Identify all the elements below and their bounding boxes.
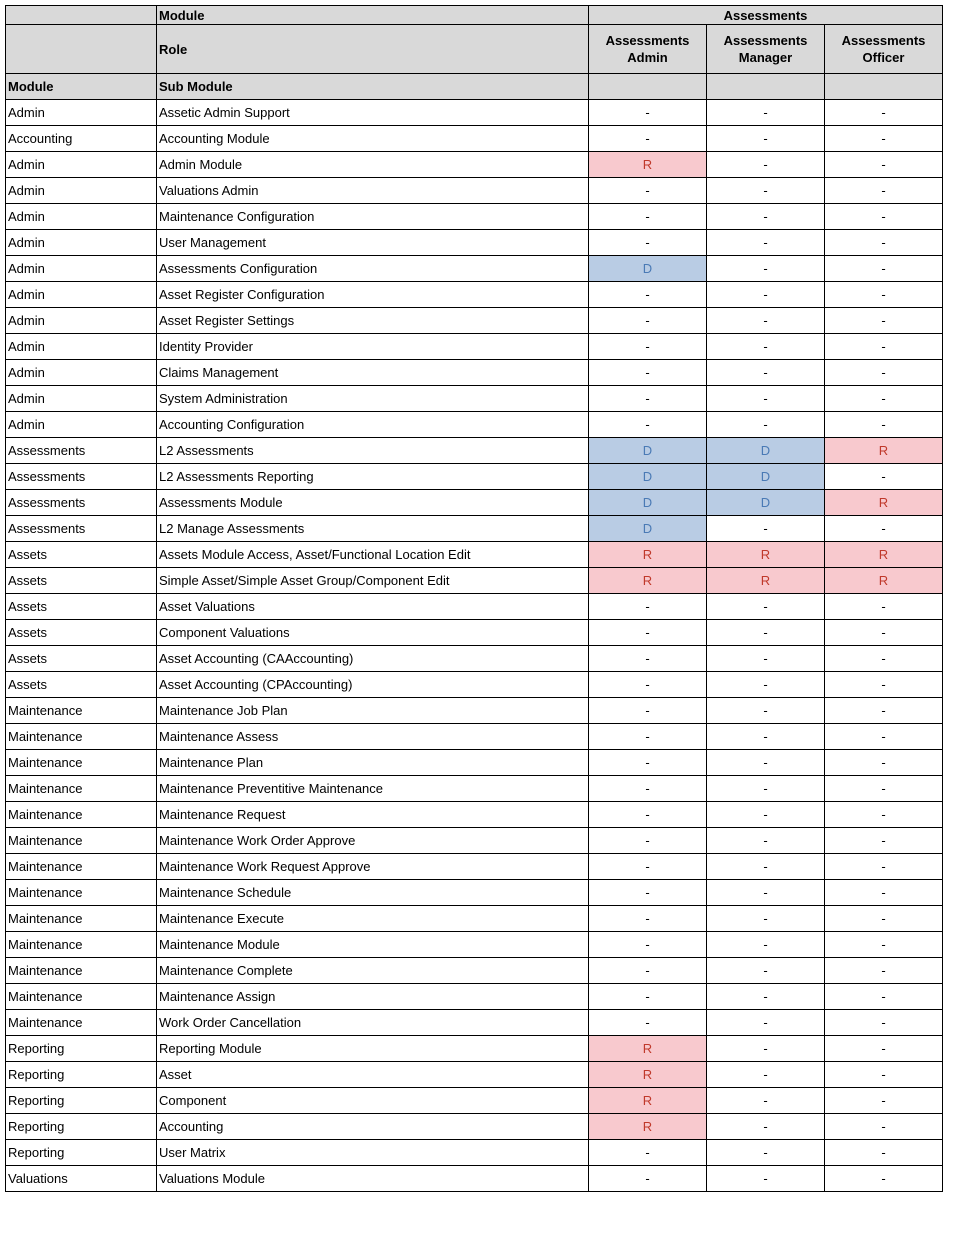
permission-cell: R bbox=[589, 1036, 707, 1062]
table-row bbox=[6, 1114, 943, 1140]
permission-cell: - bbox=[707, 256, 825, 282]
permission-cell: - bbox=[707, 334, 825, 360]
module-column-header: Module bbox=[6, 74, 157, 100]
table-row bbox=[6, 880, 943, 906]
permission-cell: - bbox=[707, 672, 825, 698]
permission-cell: - bbox=[707, 620, 825, 646]
table-row bbox=[6, 152, 943, 178]
module-cell: Admin bbox=[6, 360, 157, 386]
permission-cell: - bbox=[707, 282, 825, 308]
table-row bbox=[6, 1140, 943, 1166]
submodule-cell: L2 Assessments bbox=[157, 438, 589, 464]
permission-cell: R bbox=[589, 1114, 707, 1140]
permission-cell: - bbox=[825, 802, 943, 828]
submodule-cell: Reporting Module bbox=[157, 1036, 589, 1062]
permission-cell: - bbox=[825, 204, 943, 230]
role-line1: Assessments bbox=[841, 33, 926, 48]
table-row bbox=[6, 308, 943, 334]
table-row bbox=[6, 828, 943, 854]
permission-cell: - bbox=[825, 906, 943, 932]
submodule-cell: System Administration bbox=[157, 386, 589, 412]
permission-cell: - bbox=[825, 334, 943, 360]
submodule-cell: Maintenance Configuration bbox=[157, 204, 589, 230]
table-row bbox=[6, 1166, 943, 1192]
table-row bbox=[6, 750, 943, 776]
table-row bbox=[6, 178, 943, 204]
table-row bbox=[6, 282, 943, 308]
role-line2: Manager bbox=[738, 50, 793, 65]
permission-cell: - bbox=[707, 178, 825, 204]
table-row bbox=[6, 100, 943, 126]
permission-cell: D bbox=[707, 490, 825, 516]
module-cell: Maintenance bbox=[6, 880, 157, 906]
header-blank-cell bbox=[6, 6, 157, 25]
submodule-cell: Accounting Module bbox=[157, 126, 589, 152]
module-cell: Maintenance bbox=[6, 828, 157, 854]
table-row bbox=[6, 932, 943, 958]
permission-cell: D bbox=[589, 256, 707, 282]
module-cell: Assessments bbox=[6, 490, 157, 516]
submodule-cell: Asset Accounting (CPAccounting) bbox=[157, 672, 589, 698]
permission-cell: - bbox=[589, 880, 707, 906]
submodule-column-header: Sub Module bbox=[157, 74, 589, 100]
submodule-cell: Maintenance Complete bbox=[157, 958, 589, 984]
module-cell: Assets bbox=[6, 646, 157, 672]
permission-cell: - bbox=[707, 1062, 825, 1088]
module-cell: Admin bbox=[6, 308, 157, 334]
permission-cell: - bbox=[589, 100, 707, 126]
permission-cell: - bbox=[825, 620, 943, 646]
permission-cell: - bbox=[707, 880, 825, 906]
module-cell: Admin bbox=[6, 152, 157, 178]
permission-cell: - bbox=[707, 204, 825, 230]
submodule-cell: Valuations Module bbox=[157, 1166, 589, 1192]
permission-cell: R bbox=[825, 568, 943, 594]
table-row bbox=[6, 438, 943, 464]
table-row bbox=[6, 204, 943, 230]
permission-cell: - bbox=[825, 1166, 943, 1192]
permission-cell: - bbox=[589, 282, 707, 308]
table-row bbox=[6, 984, 943, 1010]
module-cell: Reporting bbox=[6, 1036, 157, 1062]
submodule-cell: Component Valuations bbox=[157, 620, 589, 646]
module-cell: Admin bbox=[6, 386, 157, 412]
module-cell: Reporting bbox=[6, 1114, 157, 1140]
permission-cell: - bbox=[589, 386, 707, 412]
permission-cell: - bbox=[825, 646, 943, 672]
header-row-columns bbox=[6, 74, 943, 100]
permission-cell: R bbox=[589, 1088, 707, 1114]
permission-cell: R bbox=[825, 438, 943, 464]
module-cell: Maintenance bbox=[6, 854, 157, 880]
header-blank-cell bbox=[6, 25, 157, 74]
header-blank-cell bbox=[825, 74, 943, 100]
permission-cell: - bbox=[825, 594, 943, 620]
permission-cell: - bbox=[707, 1036, 825, 1062]
submodule-cell: Accounting bbox=[157, 1114, 589, 1140]
module-cell: Reporting bbox=[6, 1140, 157, 1166]
permission-cell: - bbox=[589, 698, 707, 724]
permission-cell: - bbox=[707, 360, 825, 386]
submodule-cell: Maintenance Module bbox=[157, 932, 589, 958]
submodule-cell: Assessments Configuration bbox=[157, 256, 589, 282]
permission-cell: - bbox=[707, 126, 825, 152]
permission-cell: - bbox=[589, 828, 707, 854]
permission-cell: - bbox=[825, 386, 943, 412]
table-row bbox=[6, 1010, 943, 1036]
module-cell: Maintenance bbox=[6, 750, 157, 776]
submodule-cell: L2 Manage Assessments bbox=[157, 516, 589, 542]
module-cell: Maintenance bbox=[6, 932, 157, 958]
permission-cell: - bbox=[589, 594, 707, 620]
permission-cell: - bbox=[707, 906, 825, 932]
table-row bbox=[6, 126, 943, 152]
permission-cell: - bbox=[589, 672, 707, 698]
module-cell: Assessments bbox=[6, 438, 157, 464]
table-row bbox=[6, 724, 943, 750]
role-line1: Assessments bbox=[605, 33, 690, 48]
submodule-cell: Maintenance Work Order Approve bbox=[157, 828, 589, 854]
permission-cell: - bbox=[825, 230, 943, 256]
permission-cell: - bbox=[707, 230, 825, 256]
permission-cell: - bbox=[825, 698, 943, 724]
permission-cell: D bbox=[589, 438, 707, 464]
module-cell: Assessments bbox=[6, 464, 157, 490]
permission-cell: - bbox=[707, 932, 825, 958]
permission-cell: - bbox=[589, 1140, 707, 1166]
module-cell: Assets bbox=[6, 542, 157, 568]
permission-cell: - bbox=[707, 854, 825, 880]
permission-cell: - bbox=[825, 984, 943, 1010]
module-cell: Maintenance bbox=[6, 1010, 157, 1036]
permission-cell: - bbox=[825, 1114, 943, 1140]
submodule-cell: Assetic Admin Support bbox=[157, 100, 589, 126]
permission-cell: D bbox=[589, 490, 707, 516]
permission-cell: - bbox=[707, 1010, 825, 1036]
permission-cell: - bbox=[707, 828, 825, 854]
table-row bbox=[6, 906, 943, 932]
header-blank-cell bbox=[589, 74, 707, 100]
permission-cell: - bbox=[589, 126, 707, 152]
permission-cell: - bbox=[589, 750, 707, 776]
table-row bbox=[6, 490, 943, 516]
submodule-cell: Asset Register Configuration bbox=[157, 282, 589, 308]
submodule-cell: Asset Valuations bbox=[157, 594, 589, 620]
permission-cell: R bbox=[589, 568, 707, 594]
table-row bbox=[6, 334, 943, 360]
submodule-cell: Maintenance Preventitive Maintenance bbox=[157, 776, 589, 802]
permission-cell: - bbox=[825, 828, 943, 854]
permission-cell: D bbox=[707, 438, 825, 464]
permission-cell: - bbox=[707, 1114, 825, 1140]
header-group-label: Assessments bbox=[589, 6, 943, 25]
permission-cell: - bbox=[589, 334, 707, 360]
permission-cell: - bbox=[707, 1166, 825, 1192]
permission-cell: - bbox=[707, 412, 825, 438]
role-header-0 bbox=[589, 25, 707, 74]
permission-cell: - bbox=[825, 1088, 943, 1114]
module-cell: Admin bbox=[6, 412, 157, 438]
permission-cell: - bbox=[589, 776, 707, 802]
permission-cell: - bbox=[825, 958, 943, 984]
submodule-cell: User Management bbox=[157, 230, 589, 256]
permission-cell: R bbox=[825, 542, 943, 568]
permission-cell: - bbox=[707, 698, 825, 724]
permission-cell: - bbox=[589, 1010, 707, 1036]
module-cell: Admin bbox=[6, 178, 157, 204]
submodule-cell: Claims Management bbox=[157, 360, 589, 386]
permission-cell: - bbox=[589, 178, 707, 204]
submodule-cell: Maintenance Execute bbox=[157, 906, 589, 932]
submodule-cell: Maintenance Work Request Approve bbox=[157, 854, 589, 880]
role-line2: Officer bbox=[862, 50, 905, 65]
submodule-cell: Simple Asset/Simple Asset Group/Component Edit bbox=[157, 568, 589, 594]
submodule-cell: Work Order Cancellation bbox=[157, 1010, 589, 1036]
permission-cell: - bbox=[707, 646, 825, 672]
module-cell: Assets bbox=[6, 594, 157, 620]
submodule-cell: Component bbox=[157, 1088, 589, 1114]
submodule-cell: Maintenance Job Plan bbox=[157, 698, 589, 724]
module-cell: Admin bbox=[6, 230, 157, 256]
permission-matrix-table bbox=[5, 5, 943, 1192]
permission-cell: - bbox=[707, 100, 825, 126]
permission-cell: - bbox=[825, 464, 943, 490]
submodule-cell: L2 Assessments Reporting bbox=[157, 464, 589, 490]
permission-cell: R bbox=[707, 542, 825, 568]
permission-cell: - bbox=[825, 1010, 943, 1036]
permission-cell: - bbox=[589, 308, 707, 334]
table-row bbox=[6, 516, 943, 542]
permission-cell: - bbox=[589, 412, 707, 438]
permission-cell: - bbox=[707, 308, 825, 334]
module-cell: Admin bbox=[6, 256, 157, 282]
submodule-cell: Maintenance Assess bbox=[157, 724, 589, 750]
module-cell: Admin bbox=[6, 100, 157, 126]
module-cell: Maintenance bbox=[6, 984, 157, 1010]
permission-cell: R bbox=[825, 490, 943, 516]
permission-cell: - bbox=[825, 932, 943, 958]
header-row-roles bbox=[6, 25, 943, 74]
table-row bbox=[6, 958, 943, 984]
permission-cell: R bbox=[589, 152, 707, 178]
header-blank-cell bbox=[707, 74, 825, 100]
module-cell: Assets bbox=[6, 568, 157, 594]
submodule-cell: Asset Accounting (CAAccounting) bbox=[157, 646, 589, 672]
module-cell: Assets bbox=[6, 672, 157, 698]
module-cell: Assessments bbox=[6, 516, 157, 542]
permission-cell: R bbox=[589, 542, 707, 568]
table-row bbox=[6, 646, 943, 672]
table-row bbox=[6, 256, 943, 282]
table-row bbox=[6, 1088, 943, 1114]
permission-cell: - bbox=[589, 1166, 707, 1192]
permission-cell: - bbox=[707, 984, 825, 1010]
permission-cell: - bbox=[589, 204, 707, 230]
permission-cell: D bbox=[707, 464, 825, 490]
submodule-cell: Admin Module bbox=[157, 152, 589, 178]
permission-cell: - bbox=[825, 178, 943, 204]
submodule-cell: Assets Module Access, Asset/Functional Location Edit bbox=[157, 542, 589, 568]
permission-cell: - bbox=[707, 750, 825, 776]
permission-cell: - bbox=[707, 776, 825, 802]
role-line2: Admin bbox=[627, 50, 668, 65]
permission-cell: - bbox=[825, 776, 943, 802]
table-row bbox=[6, 360, 943, 386]
table-row bbox=[6, 230, 943, 256]
table-row bbox=[6, 698, 943, 724]
submodule-cell: Maintenance Request bbox=[157, 802, 589, 828]
table-row bbox=[6, 412, 943, 438]
permission-cell: R bbox=[707, 568, 825, 594]
header-module-label: Module bbox=[157, 6, 589, 25]
permission-cell: - bbox=[825, 516, 943, 542]
header-role-label: Role bbox=[157, 25, 589, 74]
module-cell: Admin bbox=[6, 282, 157, 308]
permission-cell: - bbox=[589, 360, 707, 386]
permission-cell: - bbox=[825, 308, 943, 334]
module-cell: Maintenance bbox=[6, 776, 157, 802]
permission-cell: - bbox=[707, 386, 825, 412]
module-cell: Maintenance bbox=[6, 802, 157, 828]
submodule-cell: Maintenance Schedule bbox=[157, 880, 589, 906]
submodule-cell: User Matrix bbox=[157, 1140, 589, 1166]
permission-cell: - bbox=[825, 1036, 943, 1062]
table-row bbox=[6, 1036, 943, 1062]
permission-cell: - bbox=[589, 958, 707, 984]
permission-cell: - bbox=[825, 126, 943, 152]
permission-cell: - bbox=[825, 750, 943, 776]
module-cell: Reporting bbox=[6, 1088, 157, 1114]
module-cell: Reporting bbox=[6, 1062, 157, 1088]
permission-cell: - bbox=[589, 230, 707, 256]
permission-cell: - bbox=[589, 854, 707, 880]
submodule-cell: Valuations Admin bbox=[157, 178, 589, 204]
submodule-cell: Accounting Configuration bbox=[157, 412, 589, 438]
table-row bbox=[6, 386, 943, 412]
permission-cell: - bbox=[825, 100, 943, 126]
permission-cell: - bbox=[825, 1062, 943, 1088]
submodule-cell: Assessments Module bbox=[157, 490, 589, 516]
table-row bbox=[6, 542, 943, 568]
permission-cell: - bbox=[707, 516, 825, 542]
table-row bbox=[6, 802, 943, 828]
module-cell: Admin bbox=[6, 334, 157, 360]
table-row bbox=[6, 620, 943, 646]
permission-cell: - bbox=[825, 360, 943, 386]
permission-cell: - bbox=[707, 802, 825, 828]
permission-cell: - bbox=[707, 594, 825, 620]
header-row-top bbox=[6, 6, 943, 25]
module-cell: Valuations bbox=[6, 1166, 157, 1192]
table-row bbox=[6, 594, 943, 620]
role-line1: Assessments bbox=[723, 33, 808, 48]
permission-cell: - bbox=[589, 932, 707, 958]
permission-cell: - bbox=[825, 412, 943, 438]
permission-cell: - bbox=[707, 152, 825, 178]
table-row bbox=[6, 464, 943, 490]
role-header-1 bbox=[707, 25, 825, 74]
permission-cell: - bbox=[589, 802, 707, 828]
permission-cell: - bbox=[825, 256, 943, 282]
table-row bbox=[6, 568, 943, 594]
module-cell: Accounting bbox=[6, 126, 157, 152]
submodule-cell: Maintenance Plan bbox=[157, 750, 589, 776]
submodule-cell: Maintenance Assign bbox=[157, 984, 589, 1010]
module-cell: Assets bbox=[6, 620, 157, 646]
role-header-2 bbox=[825, 25, 943, 74]
module-cell: Admin bbox=[6, 204, 157, 230]
table-row bbox=[6, 854, 943, 880]
permission-cell: - bbox=[589, 984, 707, 1010]
permission-cell: - bbox=[589, 646, 707, 672]
submodule-cell: Identity Provider bbox=[157, 334, 589, 360]
permission-cell: - bbox=[707, 724, 825, 750]
permission-cell: - bbox=[707, 958, 825, 984]
permission-cell: - bbox=[825, 724, 943, 750]
permission-cell: - bbox=[825, 854, 943, 880]
table-row bbox=[6, 672, 943, 698]
permission-cell: - bbox=[589, 906, 707, 932]
permission-cell: - bbox=[825, 1140, 943, 1166]
submodule-cell: Asset Register Settings bbox=[157, 308, 589, 334]
module-cell: Maintenance bbox=[6, 698, 157, 724]
module-cell: Maintenance bbox=[6, 958, 157, 984]
permission-cell: - bbox=[707, 1088, 825, 1114]
module-cell: Maintenance bbox=[6, 906, 157, 932]
permission-cell: D bbox=[589, 516, 707, 542]
module-cell: Maintenance bbox=[6, 724, 157, 750]
table-row bbox=[6, 776, 943, 802]
permission-cell: - bbox=[589, 620, 707, 646]
permission-cell: - bbox=[825, 152, 943, 178]
permission-cell: - bbox=[825, 282, 943, 308]
submodule-cell: Asset bbox=[157, 1062, 589, 1088]
permission-cell: - bbox=[707, 1140, 825, 1166]
permission-cell: - bbox=[825, 880, 943, 906]
permission-cell: D bbox=[589, 464, 707, 490]
permission-cell: R bbox=[589, 1062, 707, 1088]
permission-cell: - bbox=[589, 724, 707, 750]
table-row bbox=[6, 1062, 943, 1088]
permission-cell: - bbox=[825, 672, 943, 698]
